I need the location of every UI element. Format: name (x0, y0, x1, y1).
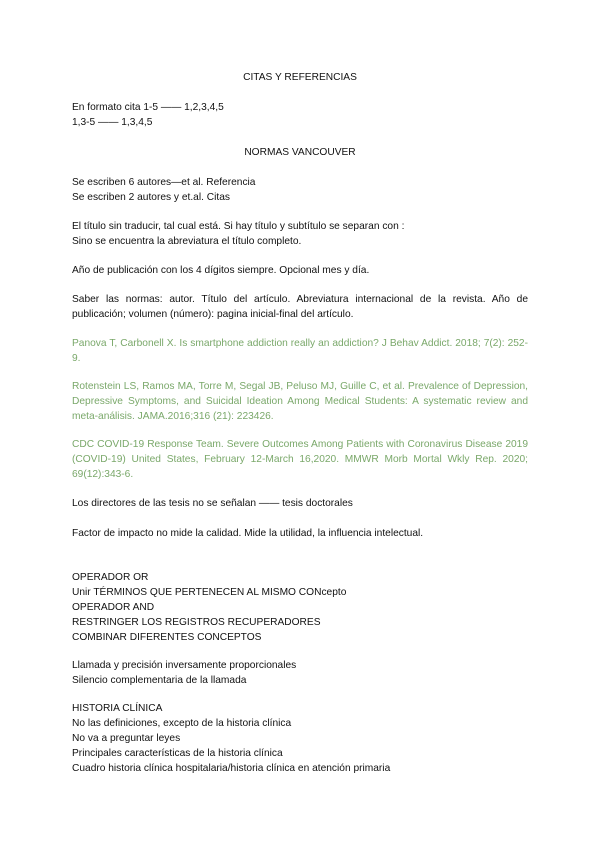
title-rule-line-1: El título sin traducir, tal cual está. Si hay título y subtítulo se separan con : (72, 221, 405, 232)
vancouver-rules-paragraph: Saber las normas: autor. Título del artículo. Abreviatura internacional de la revista. Año de publicación; volumen (número): pagina inicial-final del artículo. (72, 294, 528, 320)
format-line-2: 1,3-5 —— 1,3,4,5 (72, 117, 153, 128)
operator-line-2: Unir TÉRMINOS QUE PERTENECEN AL MISMO CONcepto (72, 587, 347, 598)
history-line-4: Principales características de la historia clínica (72, 748, 283, 759)
impact-factor-line: Factor de impacto no mide la calidad. Mide la utilidad, la influencia intelectual. (72, 528, 424, 539)
authors-line-2: Se escriben 2 autores y et.al. Citas (72, 192, 230, 203)
title-rule-line-2: Sino se encuentra la abreviatura el título completo. (72, 236, 302, 247)
directors-line: Los directores de las tesis no se señalan —— tesis doctorales (72, 498, 353, 509)
operator-line-5: COMBINAR DIFERENTES CONCEPTOS (72, 632, 262, 643)
history-line-1: HISTORIA CLÍNICA (72, 703, 163, 714)
reference-1: Panova T, Carbonell X. Is smartphone addiction really an addiction? J Behav Addict. 2018; 7(2): 252-9. (72, 338, 528, 364)
operator-line-1: OPERADOR OR (72, 572, 149, 583)
authors-line-1: Se escriben 6 autores—et al. Referencia (72, 177, 256, 188)
format-line-1: En formato cita 1-5 —— 1,2,3,4,5 (72, 102, 224, 113)
reference-2: Rotenstein LS, Ramos MA, Torre M, Segal JB, Peluso MJ, Guille C, et al. Prevalence of Depression, Depressive Symptoms, and Suicidal Ideation Among Medical Students: A systematic review and meta-análisis. JAMA.2016;316 (21): 223426. (72, 381, 528, 422)
year-rule-line: Año de publicación con los 4 dígitos siempre. Opcional mes y día. (72, 265, 370, 276)
history-line-3: No va a preguntar leyes (72, 733, 181, 744)
recall-line-1: Llamada y precisión inversamente proporcionales (72, 660, 297, 671)
operator-line-4: RESTRINGER LOS REGISTROS RECUPERADORES (72, 617, 321, 628)
history-line-2: No las definiciones, excepto de la historia clínica (72, 718, 292, 729)
history-line-5: Cuadro historia clínica hospitalaria/historia clínica en atención primaria (72, 763, 391, 774)
reference-3: CDC COVID-19 Response Team. Severe Outcomes Among Patients with Coronavirus Disease 2019 (COVID-19) United States, February 12-March 16,2020. MMWR Morb Mortal Wkly Rep. 2020; 69(12):343-6. (72, 439, 528, 480)
section-title: NORMAS VANCOUVER (244, 147, 356, 158)
page-title: CITAS Y REFERENCIAS (243, 72, 357, 83)
operator-line-3: OPERADOR AND (72, 602, 155, 613)
recall-line-2: Silencio complementaria de la llamada (72, 675, 247, 686)
